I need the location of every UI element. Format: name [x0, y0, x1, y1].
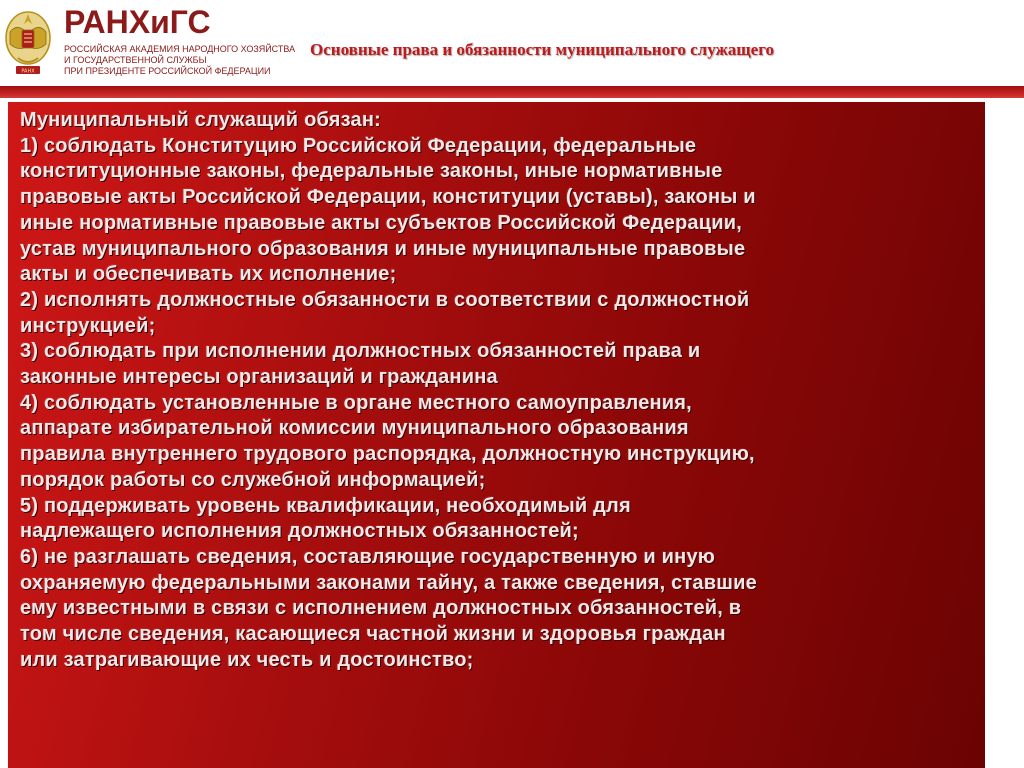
header-divider-bar — [0, 86, 1024, 98]
text-line: 3) соблюдать при исполнении должностных обязанностей права и — [20, 340, 701, 363]
text-line: надлежащего исполнения должностных обязанностей; — [20, 520, 579, 543]
text-line: конституционные законы, федеральные законы, иные нормативные — [20, 160, 723, 183]
text-line: акты и обеспечивать их исполнение; — [20, 263, 397, 286]
coat-of-arms-icon — [2, 4, 54, 80]
text-line: 2) исполнять должностные обязанности в соответствии с должностной — [20, 288, 750, 311]
text-line: иные нормативные правовые акты субъектов Российской Федерации, — [20, 211, 742, 234]
text-line: Муниципальный служащий обязан: — [20, 109, 381, 131]
logo-subtitle-line-2: И ГОСУДАРСТВЕННОЙ СЛУЖБЫ — [64, 55, 207, 65]
text-line: том числе сведения, касающиеся частной жизни и здоровья граждан — [20, 623, 726, 646]
text-line: законные интересы организаций и гражданина — [20, 366, 498, 389]
text-line: 1) соблюдать Конституцию Российской Федерации, федеральные — [20, 134, 697, 157]
text-line: устав муниципального образования и иные муниципальные правовые — [20, 237, 746, 260]
logo-title: РАНХиГС — [64, 4, 211, 40]
text-line: аппарате избирательной комиссии муниципального образования — [20, 417, 689, 440]
text-line: инструкцией; — [20, 314, 156, 337]
text-line: правовые акты Российской Федерации, конституции (уставы), законы и — [20, 186, 756, 209]
text-line: порядок работы со служебной информацией; — [20, 468, 486, 491]
text-line: правила внутреннего трудового распорядка, должностную инструкцию, — [20, 443, 755, 466]
text-line: 5) поддерживать уровень квалификации, необходимый для — [20, 494, 631, 517]
logo-subtitle-line-3: ПРИ ПРЕЗИДЕНТЕ РОССИЙСКОЙ ФЕДЕРАЦИИ — [64, 66, 271, 76]
logo-subtitle-line-1: РОССИЙСКАЯ АКАДЕМИЯ НАРОДНОГО ХОЗЯЙСТВА — [64, 44, 296, 54]
text-line: 4) соблюдать установленные в органе местного самоуправления, — [20, 391, 692, 414]
text-line: ему известными в связи с исполнением должностных обязанностей, в — [20, 597, 742, 620]
duties-text-block — [20, 108, 980, 673]
slide-title: Основные права и обязанности муниципального служащего — [310, 40, 774, 59]
svg-text:PAHX: PAHX — [21, 68, 35, 75]
slide-header — [0, 0, 1024, 90]
text-line: или затрагивающие их честь и достоинство; — [20, 648, 474, 671]
text-line: 6) не разглашать сведения, составляющие государственную и иную — [20, 545, 716, 568]
text-line: охраняемую федеральными законами тайну, а также сведения, ставшие — [20, 571, 757, 594]
right-margin-strip — [985, 102, 1024, 768]
